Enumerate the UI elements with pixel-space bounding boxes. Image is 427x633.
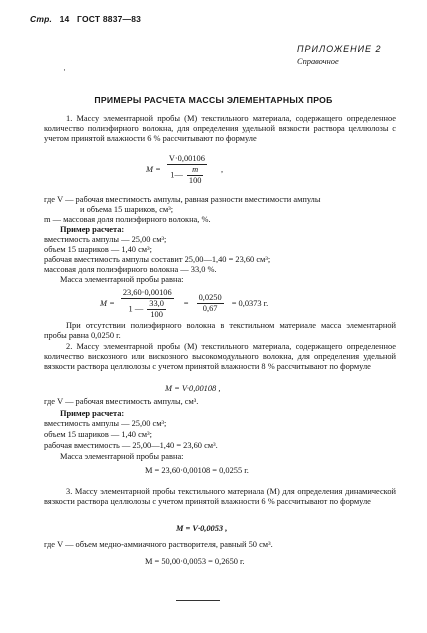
where-1-line3: m — массовая доля полиэфирного волокна, %. bbox=[44, 215, 211, 224]
formula-3: M = V·0,0053 , bbox=[176, 524, 228, 533]
calculation-2: M = 23,60·0,00108 = 0,0255 г. bbox=[145, 466, 249, 475]
example-1-line3: рабочая вместимость ампулы составит 25,00—1,40 = 23,60 см³; bbox=[44, 255, 271, 264]
formula-2: M = V·0,00108 , bbox=[165, 384, 221, 393]
paragraph-3-text: 3. Массу элементарной пробы текстильного материала (M) для определения динамической вязкости раствора целлюлозы с учетом принятой влажности 6 % рассчитывают по формуле bbox=[44, 487, 396, 506]
page-header bbox=[30, 14, 141, 24]
page-label: Стр. bbox=[30, 14, 53, 24]
formula-1-inner-num: m bbox=[187, 165, 204, 176]
example-1-line4: массовая доля полиэфирного волокна — 33,0 %. bbox=[44, 265, 217, 274]
calc-1-den-prefix: 1 — bbox=[128, 304, 144, 314]
where-2: где V — рабочая вместимость ампулы, см³. bbox=[44, 397, 199, 406]
example-2-line3: рабочая вместимость — 25,00—1,40 = 23,60 см³. bbox=[44, 441, 218, 450]
formula-1-inner-den: 100 bbox=[188, 175, 202, 185]
calc-1-lhs: M = bbox=[100, 298, 115, 308]
section-heading: ПРИМЕРЫ РАСЧЕТА МАССЫ ЭЛЕМЕНТАРНЫХ ПРОБ bbox=[94, 95, 333, 105]
appendix-block bbox=[297, 44, 382, 67]
example-2-title: Пример расчета: bbox=[60, 409, 125, 418]
example-2-line4: Масса элементарной пробы равна: bbox=[60, 452, 184, 461]
paragraph-2-text: 2. Массу элементарной пробы (M) текстильного материала, содержащего определенное количество вискозного или вискозного высокомодульного волокна, для определения удельной вязкости раствора целлюлозы с учетом принятой влажности 8 % рассчитывают по формуле bbox=[44, 342, 396, 371]
formula-1-numerator: V·0,00106 bbox=[168, 154, 205, 163]
calculation-3: M = 50,00·0,0053 = 0,2650 г. bbox=[145, 557, 245, 566]
where-1-line1: где V — рабочая вместимость ампулы, равная разности вместимости ампулы bbox=[44, 195, 321, 204]
appendix-subtitle: Справочное bbox=[297, 56, 339, 66]
stray-mark: · bbox=[63, 65, 66, 75]
calc-1-equals: = bbox=[183, 298, 189, 308]
example-1-line2: объем 15 шариков — 1,40 см³; bbox=[44, 245, 152, 254]
calc-1-num2: 0,0250 bbox=[198, 293, 222, 303]
calc-1-den2: 0,67 bbox=[202, 304, 218, 314]
where-3: где V — объем медно-аммиачного растворителя, равный 50 см³. bbox=[44, 540, 273, 549]
appendix-title: ПРИЛОЖЕНИЕ 2 bbox=[297, 44, 382, 54]
where-1-line2: и объема 15 шариков, см³; bbox=[80, 205, 174, 214]
formula-1-den-prefix: 1— bbox=[170, 170, 183, 180]
formula-1-tail: , bbox=[220, 164, 224, 174]
example-1-line1: вместимость ампулы — 25,00 см³; bbox=[44, 235, 167, 244]
calc-1-inner-den: 100 bbox=[150, 309, 163, 319]
standard-code: ГОСТ 8837—83 bbox=[77, 14, 142, 24]
example-1-title: Пример расчета: bbox=[60, 225, 125, 234]
calc-1-result: = 0,0373 г. bbox=[231, 298, 269, 308]
paragraph-1-text: 1. Массу элементарной пробы (M) текстильного материала, содержащего определенное количество полиэфирного волокна, для определения удельной вязкости раствора целлюлозы с учетом принятой влажности 6 % рассчитывают по формуле bbox=[44, 114, 396, 143]
calculation-1 bbox=[100, 288, 268, 320]
paragraph-1 bbox=[44, 114, 396, 144]
formula-1-lhs: M = bbox=[146, 164, 161, 174]
calc-1-denominator bbox=[121, 299, 174, 320]
formula-1-denominator bbox=[167, 165, 207, 186]
formula-1 bbox=[146, 154, 223, 186]
calc-1-numerator: 23,60·0,00106 bbox=[122, 288, 172, 297]
end-rule bbox=[176, 600, 220, 601]
paragraph-2 bbox=[44, 342, 396, 372]
page-number: 14 bbox=[59, 14, 70, 24]
paragraph-1b-text: При отсутствии полиэфирного волокна в текстильном материале масса элементарной пробы равна 0,0250 г. bbox=[44, 321, 396, 340]
paragraph-3 bbox=[44, 487, 396, 507]
example-1-line5: Масса элементарной пробы равна: bbox=[60, 275, 184, 284]
paragraph-1b bbox=[44, 321, 396, 341]
example-2-line2: объем 15 шариков — 1,40 см³; bbox=[44, 430, 152, 439]
calc-1-inner-num: 33,0 bbox=[149, 298, 164, 308]
example-2-line1: вместимость ампулы — 25,00 см³; bbox=[44, 419, 167, 428]
